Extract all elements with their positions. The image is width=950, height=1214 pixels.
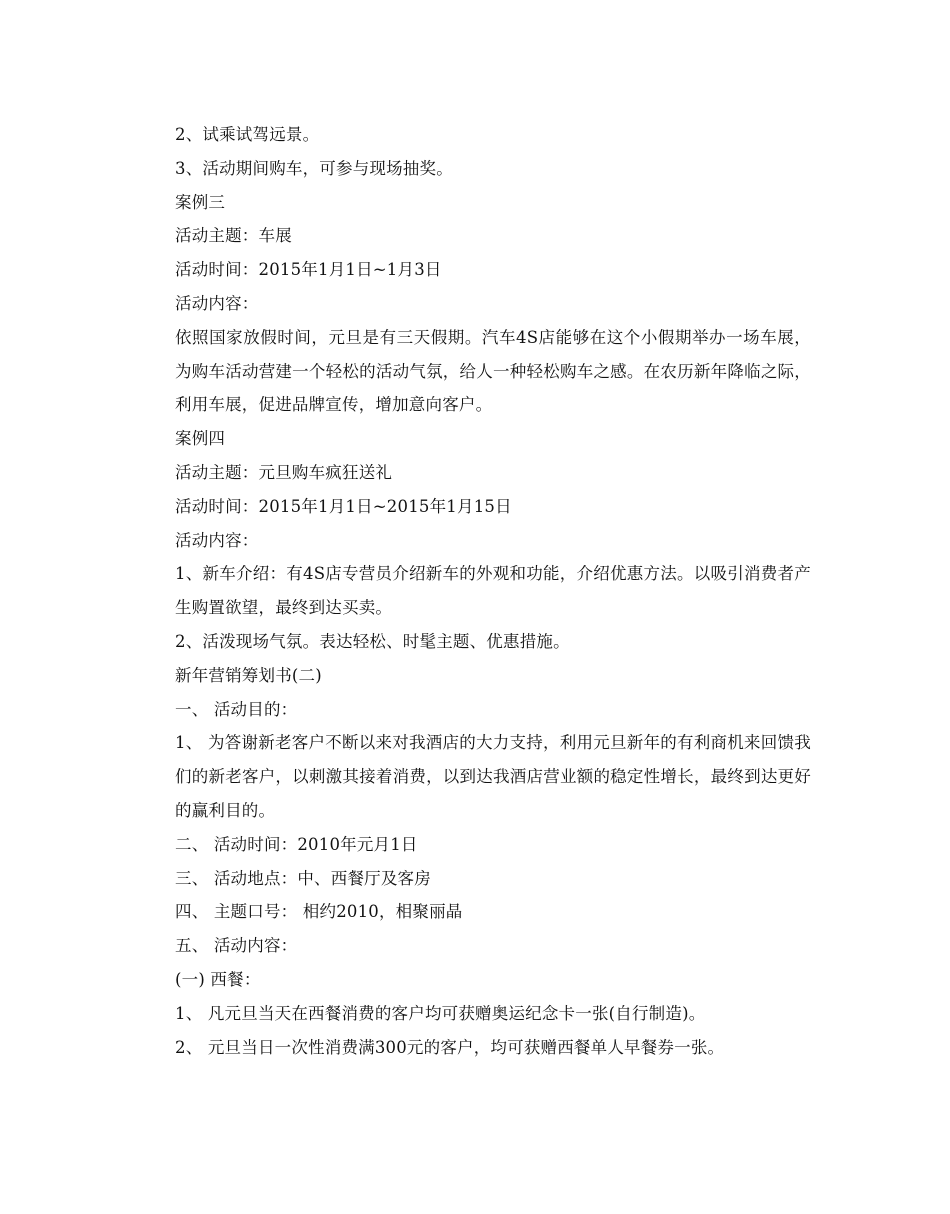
section-activity-content: 五、 活动内容： (175, 936, 298, 956)
section-purpose-text: 1、 为答谢新老客户不断以来对我酒店的大力支持，利用元旦新年的有利商机来回馈我们的新老客户，以刺激其接着消费，以到达我酒店营业额的稳定性增长，最终到达更好的赢利目的。 (175, 733, 811, 820)
heading-case-three: 案例三 (175, 192, 226, 212)
document-body (141, 118, 811, 1064)
section-activity-location: 三、 活动地点：中、西餐厅及客房 (175, 868, 431, 888)
heading-case-four: 案例四 (175, 429, 226, 449)
case-three-time: 活动时间：2015年1月1日~1月3日 (175, 260, 442, 280)
paragraph-test-drive: 2、试乘试驾远景。 (175, 125, 320, 144)
case-three-content-label: 活动内容： (175, 293, 259, 313)
western-item-1: 1、 凡元旦当天在西餐消费的客户均可获赠奥运纪念卡一张(自行制造)。 (175, 1003, 706, 1023)
section-activity-time: 二、 活动时间：2010年元月1日 (175, 834, 418, 854)
section-purpose-heading: 一、 活动目的： (175, 699, 298, 719)
case-four-theme: 活动主题：元旦购车疯狂送礼 (175, 462, 393, 482)
case-three-theme: 活动主题：车展 (175, 226, 292, 246)
paragraph-lottery: 3、活动期间购车，可参与现场抽奖。 (175, 158, 453, 178)
case-four-content-label: 活动内容： (175, 530, 259, 550)
case-three-content: 依照国家放假时间，元旦是有三天假期。汽车4S店能够在这个小假期举办一场车展，为购车活动营建一个轻松的活动气氛，给人一种轻松购车之感。在农历新年降临之际，利用车展，促进品牌宣传，增加意向客户。 (175, 327, 811, 415)
section-title-plan-two: 新年营销筹划书(二) (175, 665, 322, 685)
case-four-item-2: 2、活泼现场气氛。表达轻松、时髦主题、优惠措施。 (175, 631, 570, 651)
case-four-time: 活动时间：2015年1月1日~2015年1月15日 (175, 496, 512, 516)
case-four-item-1: 1、新车介绍：有4S店专营员介绍新车的外观和功能，介绍优惠方法。以吸引消费者产生购置欲望，最终到达买卖。 (175, 564, 811, 618)
western-item-2: 2、 元旦当日一次性消费满300元的客户，均可获赠西餐单人早餐券一张。 (175, 1037, 725, 1057)
section-slogan: 四、 主题口号： 相约2010，相聚丽晶 (175, 902, 463, 922)
subsection-western-restaurant: (一) 西餐： (175, 969, 261, 989)
